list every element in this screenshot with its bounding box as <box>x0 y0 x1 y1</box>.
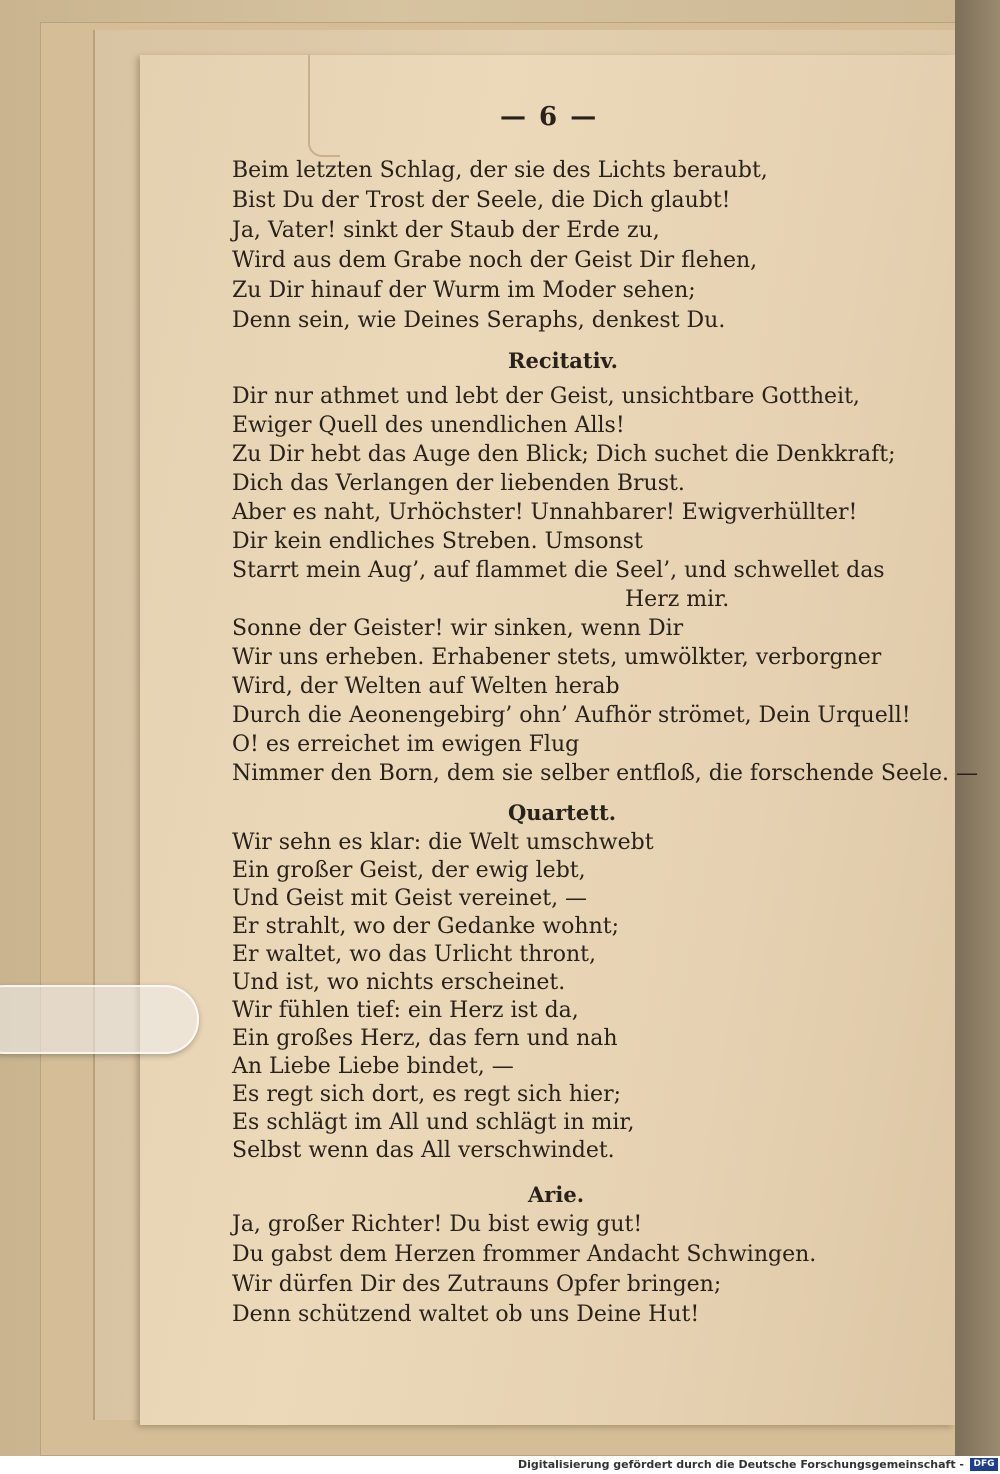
verse-line: Zu Dir hebt das Auge den Blick; Dich suchet die Denkkraft; <box>232 442 896 467</box>
verse-line: Wir sehn es klar: die Welt umschwebt <box>232 830 654 855</box>
verse-line: Es regt sich dort, es regt sich hier; <box>232 1082 621 1107</box>
section-heading-recitativ: Recitativ. <box>508 348 618 373</box>
verse-line: Durch die Aeonengebirg’ ohn’ Aufhör strömet, Dein Urquell! <box>232 703 911 728</box>
verse-line: Wird aus dem Grabe noch der Geist Dir flehen, <box>232 248 758 273</box>
footer-credit: Digitalisierung gefördert durch die Deutsche Forschungsgemeinschaft - <box>517 1458 964 1471</box>
section-heading-quartett: Quartett. <box>508 800 617 825</box>
verse-line: Nimmer den Born, dem sie selber entfloß, die forschende Seele. — <box>232 761 979 786</box>
verse-line: O! es erreichet im ewigen Flug <box>232 732 580 757</box>
verse-line: Denn sein, wie Deines Seraphs, denkest Du. <box>232 308 726 333</box>
verse-line: Ein großer Geist, der ewig lebt, <box>232 858 586 883</box>
verse-line: Dich das Verlangen der liebenden Brust. <box>232 471 685 496</box>
page-number: — 6 — <box>500 102 599 132</box>
verse-line: Ja, Vater! sinkt der Staub der Erde zu, <box>232 218 660 243</box>
verse-line: Herz mir. <box>625 587 730 612</box>
verse-line: Er strahlt, wo der Gedanke wohnt; <box>232 914 620 939</box>
verse-line: Bist Du der Trost der Seele, die Dich glaubt! <box>232 188 731 213</box>
binding-strip <box>955 0 1000 1456</box>
page-fold <box>308 55 340 157</box>
verse-line: Dir kein endliches Streben. Umsonst <box>232 529 643 554</box>
verse-line: An Liebe Liebe bindet, — <box>232 1054 514 1079</box>
verse-line: Sonne der Geister! wir sinken, wenn Dir <box>232 616 684 641</box>
verse-line: Ein großes Herz, das fern und nah <box>232 1026 618 1051</box>
verse-line: Denn schützend waltet ob uns Deine Hut! <box>232 1302 700 1327</box>
verse-line: Er waltet, wo das Urlicht thront, <box>232 942 597 967</box>
verse-line: Ewiger Quell des unendlichen Alls! <box>232 413 625 438</box>
verse-line: Und ist, wo nichts erscheinet. <box>232 970 566 995</box>
verse-line: Und Geist mit Geist vereinet, — <box>232 886 588 911</box>
verse-line: Wird, der Welten auf Welten herab <box>232 674 620 699</box>
verse-line: Es schlägt im All und schlägt in mir, <box>232 1110 635 1135</box>
verse-line: Starrt mein Aug’, auf flammet die Seel’, und schwellet das <box>232 558 885 583</box>
verse-line: Aber es naht, Urhöchster! Unnahbarer! Ewigverhüllter! <box>232 500 858 525</box>
verse-line: Wir dürfen Dir des Zutrauns Opfer bringen; <box>232 1272 722 1297</box>
verse-line: Wir uns erheben. Erhabener stets, umwölkter, verborgner <box>232 645 882 670</box>
verse-line: Wir fühlen tief: ein Herz ist da, <box>232 998 579 1023</box>
dfg-logo: DFG <box>970 1458 998 1471</box>
verse-line: Du gabst dem Herzen frommer Andacht Schwingen. <box>232 1242 817 1267</box>
section-heading-arie: Arie. <box>528 1182 585 1207</box>
verse-line: Zu Dir hinauf der Wurm im Moder sehen; <box>232 278 696 303</box>
page-clip <box>0 985 199 1054</box>
verse-line: Ja, großer Richter! Du bist ewig gut! <box>232 1212 643 1237</box>
verse-line: Beim letzten Schlag, der sie des Lichts beraubt, <box>232 158 768 183</box>
verse-line: Dir nur athmet und lebt der Geist, unsichtbare Gottheit, <box>232 384 860 409</box>
verse-line: Selbst wenn das All verschwindet. <box>232 1138 615 1163</box>
